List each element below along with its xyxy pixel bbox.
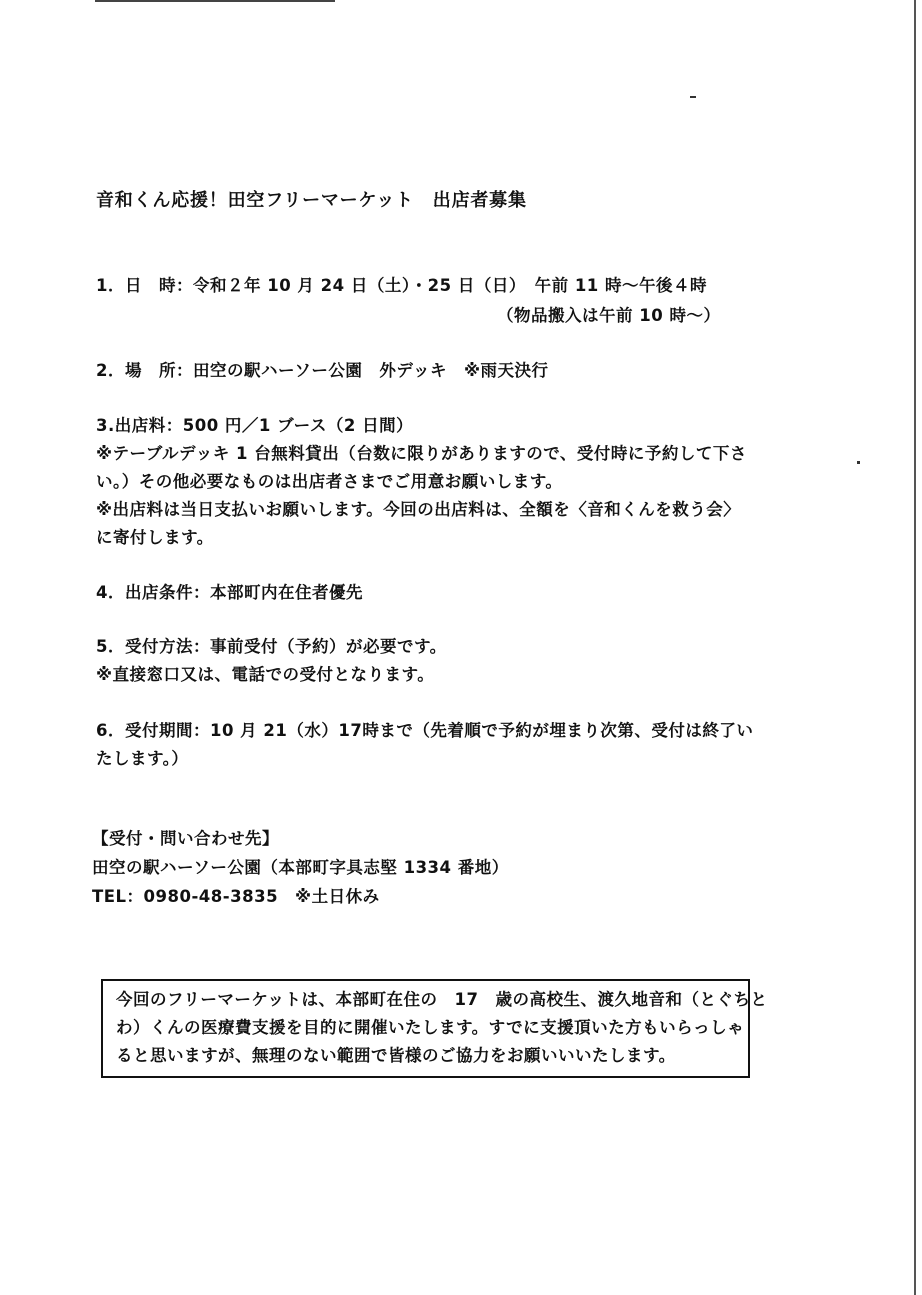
notice-line: わ）くんの医療費支援を目的に開催いたします。すでに支援頂いた方もいらっしゃ — [116, 1018, 745, 1037]
condition-line: 4．出店条件：本部町内在住者優先 — [96, 583, 363, 602]
contact-address: 田空の駅ハーソー公園（本部町字具志堅 1334 番地） — [92, 858, 509, 877]
notice-line: ると思いますが、無理のない範囲で皆様のご協力をお願いいいたします。 — [116, 1046, 676, 1065]
fee-note-line: い。）その他必要なものは出店者さまでご用意お願いします。 — [96, 472, 563, 491]
notice-line: 今回のフリーマーケットは、本部町在住の 17 歳の高校生、渡久地音和（とぐちと — [116, 990, 768, 1009]
period-line: 6．受付期間：10 月 21（水）17時まで（先着順で予約が埋まり次第、受付は終了い — [96, 721, 754, 740]
scan-speck — [690, 96, 696, 98]
fee-note-line: ※出店料は当日支払いお願いします。今回の出店料は、全額を〈音和くんを救う会〉 — [96, 500, 741, 519]
fee-note-line: に寄付します。 — [96, 528, 214, 547]
date-note: （物品搬入は午前 10 時～） — [497, 306, 721, 325]
contact-heading: 【受付・問い合わせ先】 — [92, 829, 279, 848]
scan-speck — [857, 461, 860, 464]
period-line: たします。） — [96, 749, 189, 768]
fee-note-line: ※テーブルデッキ 1 台無料貸出（台数に限りがありますので、受付時に予約して下さ — [96, 444, 747, 463]
contact-tel: TEL：0980-48-3835 ※土日休み — [92, 887, 380, 906]
date-line: 1．日 時：令和２年 10 月 24 日（土）・25 日（日） 午前 11 時～午後４時 — [96, 276, 708, 295]
scan-edge-right — [914, 0, 916, 1295]
method-line: 5．受付方法：事前受付（予約）が必要です。 — [96, 637, 447, 656]
place-line: 2．場 所：田空の駅ハーソー公園 外デッキ ※雨天決行 — [96, 361, 549, 380]
scan-edge-top — [95, 0, 335, 2]
fee-line: 3.出店料：500 円／1 ブース（2 日間） — [96, 416, 414, 435]
method-note-line: ※直接窓口又は、電話での受付となります。 — [96, 665, 435, 684]
page-title: 音和くん応援！田空フリーマーケット 出店者募集 — [96, 190, 527, 211]
